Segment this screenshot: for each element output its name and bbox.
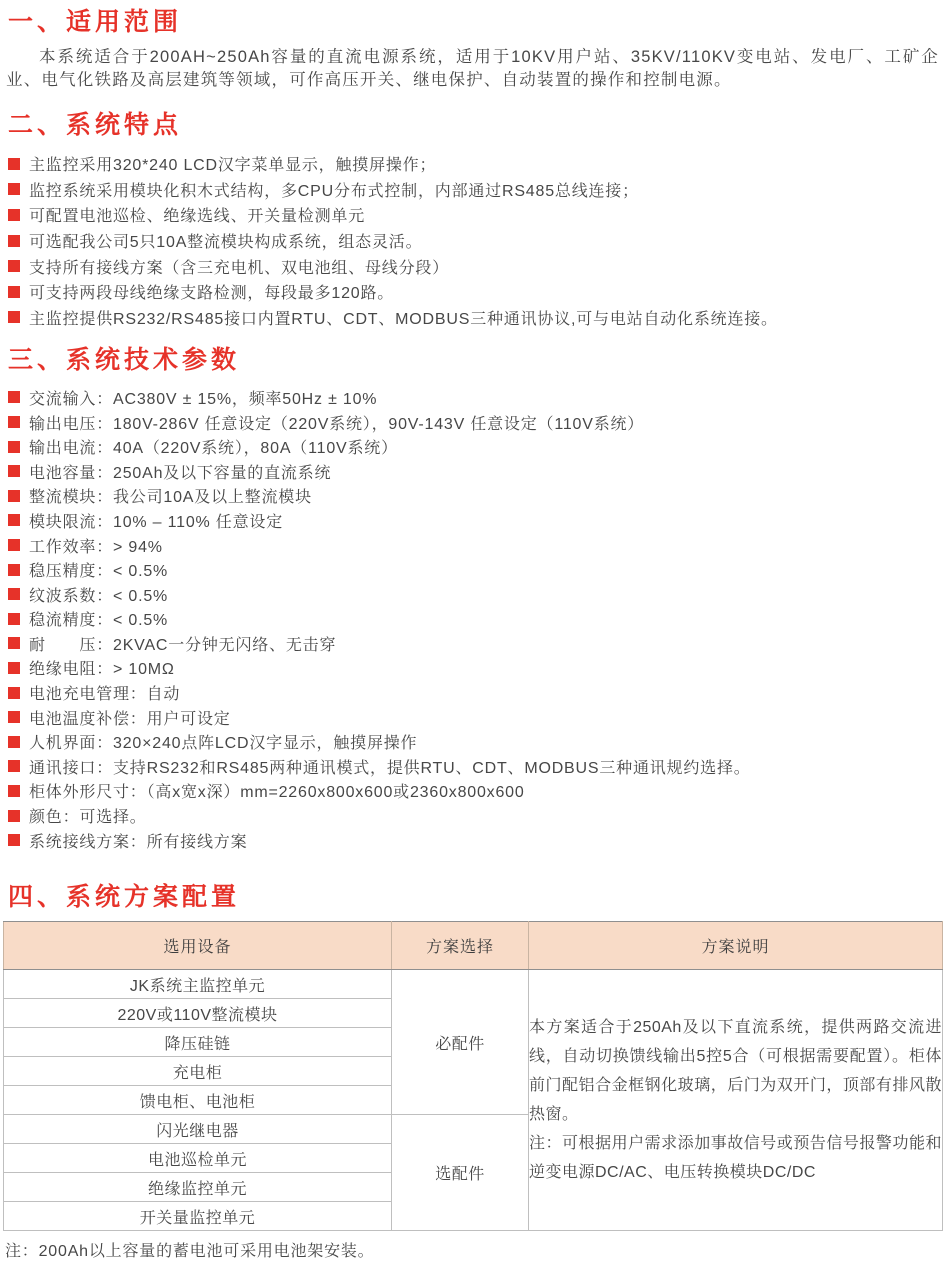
- section-title-scope: 一、适用范围: [8, 8, 183, 36]
- device-cell: 充电柜: [4, 1057, 392, 1086]
- feature-item: [8, 305, 945, 331]
- bullet-text: 主监控采用320*240 LCD汉字菜单显示，触摸屏操作；: [29, 157, 437, 175]
- red-square-bullet-icon: [8, 514, 20, 526]
- bullet-text: 可支持两段母线绝缘支路检测，每段最多120路。: [29, 285, 395, 303]
- red-square-bullet-icon: [8, 687, 20, 699]
- category-cell-required: 必配件: [392, 970, 529, 1115]
- device-cell: 馈电柜、电池柜: [4, 1086, 392, 1115]
- scope-paragraph: 本系统适合于200AH~250Ah容量的直流电源系统，适用于10KV用户站、35KV/110KV变电站、发电厂、工矿企业、电气化铁路及高层建筑等领域，可作高压开关、继电保护、自动装置的操作和控制电源。: [6, 48, 939, 89]
- parameter-item: [8, 434, 945, 459]
- parameter-item: [8, 779, 945, 804]
- table-row: [4, 970, 943, 999]
- header-description-column: 方案说明: [529, 922, 943, 970]
- bullet-text: 颜色：可选择。: [29, 809, 147, 827]
- bullet-text: 耐 压：2KVAC一分钟无闪络、无击穿: [29, 636, 337, 654]
- red-square-bullet-icon: [8, 490, 20, 502]
- bullet-text: 稳流精度：< 0.5%: [29, 612, 169, 630]
- red-square-bullet-icon: [8, 391, 20, 403]
- config-table: [3, 921, 943, 1231]
- red-square-bullet-icon: [8, 286, 20, 298]
- bullet-text: 整流模块：我公司10A及以上整流模块: [29, 489, 312, 507]
- red-square-bullet-icon: [8, 810, 20, 822]
- section-title-configuration: 四、系统方案配置: [8, 883, 241, 912]
- description-paragraph: 本方案适合于250Ah及以下直流系统，提供两路交流进线，自动切换馈线输出5控5合（可根据需要配置）。柜体前门配铝合金框钢化玻璃，后门为双开门，顶部有排风散热窗。: [529, 1019, 942, 1124]
- feature-item: [8, 177, 945, 203]
- device-cell: 220V或110V整流模块: [4, 999, 392, 1028]
- red-square-bullet-icon: [8, 662, 20, 674]
- feature-item: [8, 228, 945, 254]
- device-cell: 开关量监控单元: [4, 1202, 392, 1231]
- red-square-bullet-icon: [8, 564, 20, 576]
- bullet-text: 纹波系数：< 0.5%: [29, 587, 169, 605]
- feature-item: [8, 253, 945, 279]
- parameter-item: [8, 385, 945, 410]
- table-footnote: 注：200Ah以上容量的蓄电池可采用电池架安装。: [5, 1243, 375, 1261]
- bullet-text: 电池容量：250Ah及以下容量的直流系统: [29, 464, 332, 482]
- red-square-bullet-icon: [8, 613, 20, 625]
- bullet-text: 监控系统采用模块化积木式结构，多CPU分布式控制，内部通过RS485总线连接；: [29, 182, 639, 200]
- red-square-bullet-icon: [8, 235, 20, 247]
- parameter-item: [8, 656, 945, 681]
- parameter-item: [8, 607, 945, 632]
- table-header-row: [4, 922, 943, 970]
- bullet-text: 输出电流：40A（220V系统），80A（110V系统）: [29, 440, 398, 458]
- red-square-bullet-icon: [8, 736, 20, 748]
- section-title-parameters: 三、系统技术参数: [8, 346, 241, 375]
- red-square-bullet-icon: [8, 209, 20, 221]
- bullet-text: 人机界面：320×240点阵LCD汉字显示，触摸屏操作: [29, 735, 418, 753]
- feature-item: [8, 151, 945, 177]
- device-cell: 降压硅链: [4, 1028, 392, 1057]
- bullet-text: 模块限流：10% – 110% 任意设定: [29, 513, 283, 531]
- red-square-bullet-icon: [8, 441, 20, 453]
- bullet-text: 工作效率：> 94%: [29, 538, 163, 556]
- parameter-item: [8, 828, 945, 853]
- feature-item: [8, 279, 945, 305]
- parameter-item: [8, 557, 945, 582]
- category-cell-optional: 选配件: [392, 1115, 529, 1231]
- bullet-text: 通讯接口：支持RS232和RS485两种通讯模式，提供RTU、CDT、MODBUS三种通讯规约选择。: [29, 759, 751, 777]
- description-cell: [529, 970, 943, 1231]
- parameter-item: [8, 680, 945, 705]
- red-square-bullet-icon: [8, 539, 20, 551]
- parameter-item: [8, 484, 945, 509]
- parameter-item: [8, 803, 945, 828]
- red-square-bullet-icon: [8, 416, 20, 428]
- bullet-text: 电池充电管理：自动: [29, 686, 181, 704]
- red-square-bullet-icon: [8, 465, 20, 477]
- bullet-text: 系统接线方案：所有接线方案: [29, 833, 248, 851]
- parameter-item: [8, 508, 945, 533]
- description-note: 注：可根据用户需求添加事故信号或预告信号报警功能和逆变电源DC/AC、电压转换模块DC/DC: [529, 1135, 942, 1182]
- parameter-item: [8, 582, 945, 607]
- parameter-item: [8, 705, 945, 730]
- red-square-bullet-icon: [8, 711, 20, 723]
- red-square-bullet-icon: [8, 834, 20, 846]
- header-choice-column: 方案选择: [392, 922, 529, 970]
- red-square-bullet-icon: [8, 311, 20, 323]
- device-cell: 绝缘监控单元: [4, 1173, 392, 1202]
- red-square-bullet-icon: [8, 785, 20, 797]
- parameter-item: [8, 459, 945, 484]
- features-list: [8, 151, 945, 330]
- red-square-bullet-icon: [8, 260, 20, 272]
- parameters-list: [8, 385, 945, 852]
- bullet-text: 主监控提供RS232/RS485接口内置RTU、CDT、MODBUS三种通讯协议,可与电站自动化系统连接。: [29, 310, 778, 328]
- parameter-item: [8, 729, 945, 754]
- parameter-item: [8, 410, 945, 435]
- device-cell: 电池巡检单元: [4, 1144, 392, 1173]
- device-cell: 闪光继电器: [4, 1115, 392, 1144]
- feature-item: [8, 202, 945, 228]
- section-title-features: 二、系统特点: [8, 111, 183, 139]
- bullet-text: 可配置电池巡检、绝缘选线、开关量检测单元: [29, 208, 366, 226]
- parameter-item: [8, 631, 945, 656]
- bullet-text: 支持所有接线方案（含三充电机、双电池组、母线分段）: [29, 259, 450, 277]
- device-cell: JK系统主监控单元: [4, 970, 392, 999]
- red-square-bullet-icon: [8, 588, 20, 600]
- red-square-bullet-icon: [8, 183, 20, 195]
- header-device-column: 选用设备: [4, 922, 392, 970]
- red-square-bullet-icon: [8, 760, 20, 772]
- bullet-text: 电池温度补偿：用户可设定: [29, 710, 231, 728]
- red-square-bullet-icon: [8, 637, 20, 649]
- bullet-text: 交流输入：AC380V ± 15%，频率50Hz ± 10%: [29, 390, 378, 408]
- bullet-text: 绝缘电阻：> 10MΩ: [29, 661, 175, 679]
- bullet-text: 可选配我公司5只10A整流模块构成系统，组态灵活。: [29, 234, 423, 252]
- red-square-bullet-icon: [8, 158, 20, 170]
- parameter-item: [8, 754, 945, 779]
- bullet-text: 输出电压：180V-286V 任意设定（220V系统），90V-143V 任意设定（110V系统）: [29, 415, 645, 433]
- bullet-text: 稳压精度：< 0.5%: [29, 563, 169, 581]
- bullet-text: 柜体外形尺寸：（高x宽x深）mm=2260x800x600或2360x800x600: [29, 784, 525, 802]
- parameter-item: [8, 533, 945, 558]
